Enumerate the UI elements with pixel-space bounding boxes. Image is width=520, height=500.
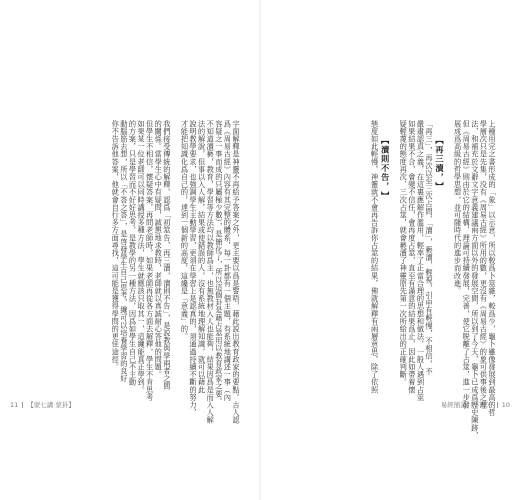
section-heading: 【再三瀆，】 <box>435 136 446 192</box>
text-column: 我們接受傳統的解釋，認爲「初筮告，再三瀆，瀆則不告」，是説教與學兩者之間 <box>162 120 172 390</box>
text-column: 如果結果不合，會變不信任，會再度占筮，直至有滿意的結果爲止，因此如帶着懷 <box>407 120 417 394</box>
text-column: 疑輕蔑的態度再次、三次占筮，就會褻瀆了神靈原先第一次所給出的正確判斷。 <box>399 120 409 386</box>
text-column: 展成爲高級的哲學思想，並可隨時代的進步而改進。 <box>453 120 463 295</box>
footer-divider <box>497 402 498 408</box>
left-page-footer <box>8 400 77 409</box>
text-column: 嚴肅認真之義，在這裏應解作濫用，輕率了正當合理的思想和做法，一般人遇到占筮 <box>416 120 426 402</box>
text-column: 法的解說，但事以入人解，結果或使錯誤的人，沒有系統地理解知識，就可以藉此 <box>197 120 207 394</box>
paragraph-gap <box>390 120 399 325</box>
right-page <box>261 0 520 500</box>
text-column: 字面解釋是神靈不再給予答案之外，更主要以爲是警唔，藉此説出教育政家的要點。古人認 <box>232 120 241 424</box>
text-column: 但學生不相信，懷疑答案，再問老師時，如果老師再從各方面去解釋，學生不肯思考 <box>145 120 155 402</box>
text-column: 容疑之一事而成的只屬極少數），是簡化了，所以這個卦是藉占筮用以教育政家之要。 <box>214 120 224 406</box>
left-page-number: 11 <box>10 401 19 409</box>
paragraph-gap <box>171 120 180 325</box>
left-page <box>0 0 259 500</box>
text-column: 動腦筋去想，所以「不答之答」，是啓發學生自己思考，纔可以培養學習的良好 <box>119 120 129 383</box>
text-column: 上種用完之書形成的「象」以示意，所以較爲卜筮雜，較爲少，龜卜雖像發展到最高的哲 <box>488 120 497 417</box>
text-column: 才能把知識化爲自己的，達到一個新的高度，這纔是「意義」的。 <box>180 120 190 341</box>
text-column: 「再三」，再次以至三次占問，「瀆」，褻瀆，輕視，引申有輕慢，不相信，不 <box>425 120 435 376</box>
section-heading: 【瀆則不告，】 <box>380 136 391 201</box>
text-column: 但《周易古經》則由於它的結構，理論可持續發展，完善，使它脱離了占筮，進一步發 <box>462 120 472 409</box>
text-column: 你不告訴他答案，他就會自行多方面尋找，這可能是獲得學問的更佳途徑。 <box>111 120 121 371</box>
text-column: 法，和補充於文辭文字意義建議兩方面以外的發展空間，所以到了今天，龜卜已成爲歷史陳跡， <box>470 120 480 440</box>
text-column: 的關係。當學生心中有疑問，誠懇地求教時，老師就以真誠耐心答他的問題。 <box>154 120 164 379</box>
text-column: 的方案，只是學習而不好好思考，是教學的另一種方法，因爲如學生自己不主動 <box>128 120 138 386</box>
text-column: 學層次只是先集，没有《周易古經》所用的數，更沒有《周易古經》的象可供事後之理 <box>479 120 489 409</box>
paragraph-gap <box>444 120 453 325</box>
left-page-running-title: 【蒙七講 蒙卦】 <box>27 401 75 409</box>
text-column: 態度如此輕慢，神靈就不會再告訴你占筮的結果，佛就解釋有兩層意思，除了依照 <box>370 120 380 394</box>
right-page-running-title: 易經簡論（下冊） <box>440 401 493 409</box>
text-column: 爲《周易古經》內容有其完整的體系，每一卦都有一個主題，有系統地講述一事（內 <box>223 120 233 402</box>
footer-divider <box>22 402 23 408</box>
text-column: 不知道瀆褻，教育，學習等方法均以教師爲主，也無教材入人也能夠，結果因爲是而入人解 <box>206 120 216 424</box>
text-column: 說明教學要求，也強調學生主動學習，更須在學習上是認真的，須通過持續不斷的努力， <box>189 120 199 417</box>
right-page-footer <box>439 400 512 409</box>
text-column: 如果某一位老師可以同時講授多種方法，學生就應該只取其一，這纔能真正學到。 <box>137 120 147 394</box>
right-page-number: 10 <box>501 401 510 409</box>
